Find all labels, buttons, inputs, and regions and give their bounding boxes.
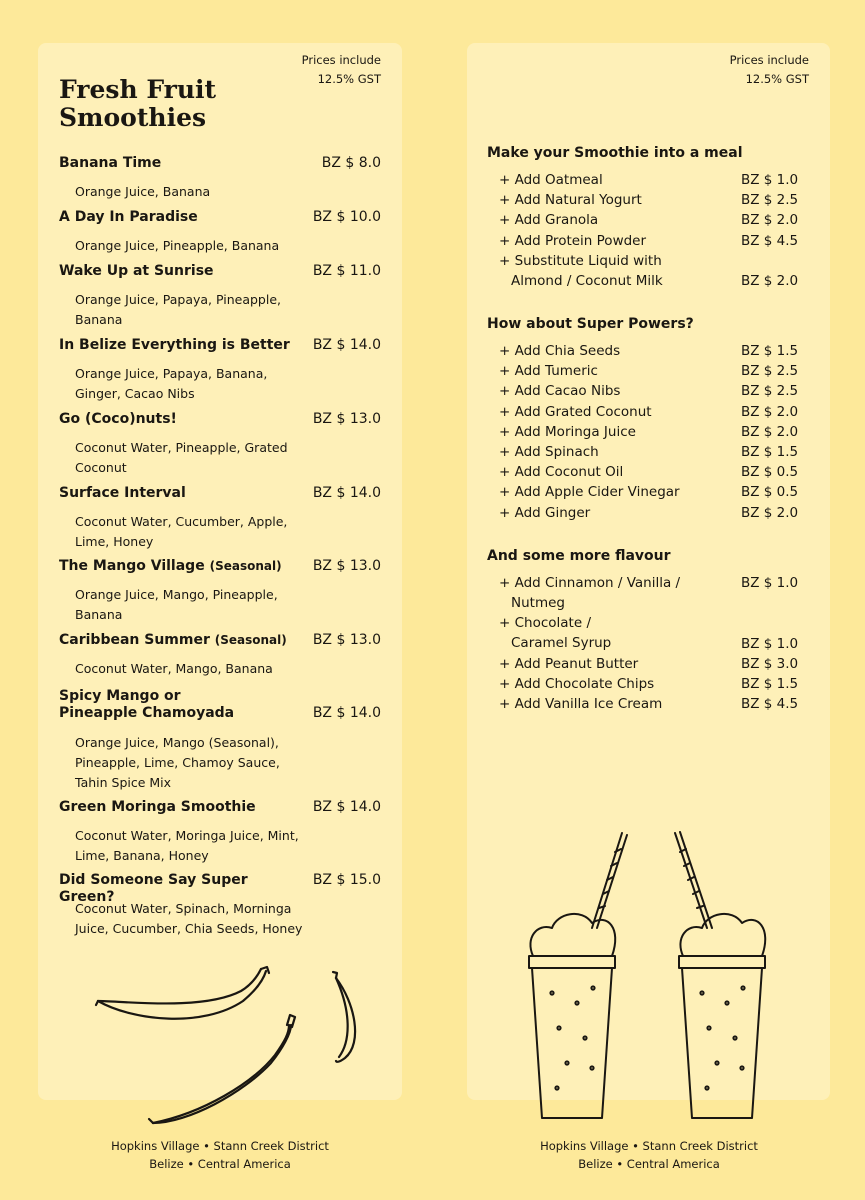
addon-row [487, 613, 809, 653]
menu-title: Fresh Fruit Smoothies [59, 75, 217, 132]
addon-price: BZ $ 2.0 [741, 423, 799, 440]
addon-row [487, 482, 809, 502]
addon-row [487, 462, 809, 482]
addon-section [487, 145, 809, 291]
item-name: Surface Interval [59, 485, 186, 501]
addon-row [487, 190, 809, 210]
addon-label: + Add Oatmeal [499, 172, 603, 188]
addon-label: + Substitute Liquid with Almond / Coconut Milk [499, 252, 663, 289]
gst-note: Prices include 12.5% GST [729, 53, 809, 86]
addon-label: + Add Apple Cider Vinegar [499, 484, 680, 501]
addon-label: + Add Protein Powder [499, 232, 647, 249]
addon-price: BZ $ 1.5 [741, 343, 799, 359]
item-ingredients: Coconut Water, Spinach, Morninga Juice, Cucumber, Chia Seeds, Honey [75, 901, 303, 936]
addon-price: BZ $ 4.5 [741, 232, 799, 249]
item-name: A Day In Paradise [59, 209, 198, 225]
item-name: Caribbean Summer (Seasonal) [59, 632, 287, 648]
item-ingredients: Orange Juice, Mango, Pineapple, Banana [75, 587, 278, 622]
addon-price: BZ $ 2.5 [741, 383, 799, 400]
item-name: Banana Time [59, 155, 162, 171]
addon-price: BZ $ 2.5 [741, 363, 799, 380]
addon-price: BZ $ 4.5 [741, 696, 799, 713]
addon-row [487, 381, 809, 401]
item-price: BZ $ 14.0 [312, 485, 381, 501]
addon-row [487, 442, 809, 462]
item-price: BZ $ 11.0 [312, 263, 381, 279]
addon-label: + Chocolate / Caramel Syrup [499, 615, 612, 652]
addon-section [487, 316, 809, 523]
smoothies-panel [38, 43, 402, 1100]
addon-section [487, 548, 809, 714]
addon-row [487, 674, 809, 694]
item-ingredients: Coconut Water, Mango, Banana [75, 661, 273, 676]
addon-price: BZ $ 1.0 [741, 635, 799, 652]
gst-note: Prices include 12.5% GST [301, 53, 381, 86]
addon-label: + Add Tumeric [499, 363, 598, 380]
addons-panel [467, 43, 830, 1100]
addon-price: BZ $ 0.5 [741, 484, 799, 501]
addon-price: BZ $ 1.0 [741, 575, 799, 591]
location-footer-left: Hopkins Village • Stann Creek District Belize • Central America [111, 1139, 329, 1171]
addon-price: BZ $ 2.0 [741, 403, 799, 420]
addon-price: BZ $ 2.0 [741, 212, 799, 229]
addon-row [487, 422, 809, 442]
addon-row [487, 573, 809, 613]
section-heading: Make your Smoothie into a meal [487, 145, 743, 161]
addon-label: + Add Coconut Oil [499, 464, 624, 481]
addon-price: BZ $ 1.5 [741, 675, 799, 692]
item-name: Spicy Mango or Pineapple Chamoyada [59, 688, 235, 721]
item-price: BZ $ 10.0 [312, 209, 381, 225]
section-heading: And some more flavour [487, 548, 671, 564]
addon-label: + Add Granola [499, 212, 599, 229]
addon-label: + Add Chocolate Chips [499, 675, 655, 692]
addon-label: + Add Cinnamon / Vanilla / Nutmeg [499, 575, 681, 611]
addon-price: BZ $ 0.5 [741, 464, 799, 481]
addon-row [487, 170, 809, 190]
addon-label: + Add Chia Seeds [499, 343, 621, 359]
item-price: BZ $ 13.0 [312, 411, 381, 427]
addon-row [487, 503, 809, 523]
addon-label: + Add Vanilla Ice Cream [499, 696, 663, 713]
item-price: BZ $ 14.0 [312, 337, 381, 353]
section-heading: How about Super Powers? [487, 316, 694, 332]
addon-label: + Add Natural Yogurt [499, 192, 642, 209]
item-name: Go (Coco)nuts! [59, 411, 177, 427]
item-ingredients: Orange Juice, Papaya, Pineapple, Banana [75, 292, 281, 327]
addon-row [487, 402, 809, 422]
addon-label: + Add Cacao Nibs [499, 383, 621, 400]
item-price: BZ $ 14.0 [312, 705, 381, 721]
item-ingredients: Coconut Water, Moringa Juice, Mint, Lime, Banana, Honey [75, 828, 299, 863]
item-ingredients: Orange Juice, Mango (Seasonal), Pineapple, Lime, Chamoy Sauce, Tahin Spice Mix [75, 735, 280, 790]
item-ingredients: Orange Juice, Banana [75, 184, 211, 199]
addon-row [487, 694, 809, 714]
addon-price: BZ $ 2.5 [741, 192, 799, 209]
addon-row [487, 341, 809, 361]
addon-price: BZ $ 2.0 [741, 272, 799, 289]
addon-label: + Add Spinach [499, 443, 599, 460]
item-ingredients: Coconut Water, Cucumber, Apple, Lime, Honey [75, 514, 288, 549]
item-name: In Belize Everything is Better [59, 337, 290, 353]
addon-label: + Add Grated Coconut [499, 403, 652, 420]
addon-row [487, 654, 809, 674]
smoothie-cups-illustration [497, 828, 807, 1128]
addon-label: + Add Ginger [499, 504, 591, 521]
item-ingredients: Orange Juice, Pineapple, Banana [75, 238, 280, 253]
seasonal-tag: (Seasonal) [214, 633, 287, 647]
addon-row [487, 210, 809, 230]
item-price: BZ $ 15.0 [312, 872, 381, 888]
item-price: BZ $ 8.0 [321, 155, 381, 171]
item-name: The Mango Village (Seasonal) [59, 558, 282, 574]
item-name: Did Someone Say Super Green? [59, 872, 248, 905]
item-name: Green Moringa Smoothie [59, 799, 256, 815]
item-ingredients: Coconut Water, Pineapple, Grated Coconut [75, 440, 288, 475]
addon-row [487, 361, 809, 381]
addon-row [487, 231, 809, 251]
item-price: BZ $ 13.0 [312, 632, 381, 648]
addon-label: + Add Peanut Butter [499, 655, 639, 672]
bananas-illustration [93, 933, 353, 1133]
location-footer-right: Hopkins Village • Stann Creek District Belize • Central America [540, 1139, 758, 1171]
seasonal-tag: (Seasonal) [209, 559, 282, 573]
addon-row [487, 251, 809, 291]
item-ingredients: Orange Juice, Papaya, Banana, Ginger, Cacao Nibs [75, 366, 268, 401]
addon-price: BZ $ 1.0 [741, 172, 799, 188]
item-name: Wake Up at Sunrise [59, 263, 214, 279]
addon-label: + Add Moringa Juice [499, 423, 636, 440]
addon-price: BZ $ 1.5 [741, 443, 799, 460]
addon-price: BZ $ 2.0 [741, 504, 799, 521]
item-price: BZ $ 14.0 [312, 799, 381, 815]
addon-price: BZ $ 3.0 [741, 655, 799, 672]
item-price: BZ $ 13.0 [312, 558, 381, 574]
